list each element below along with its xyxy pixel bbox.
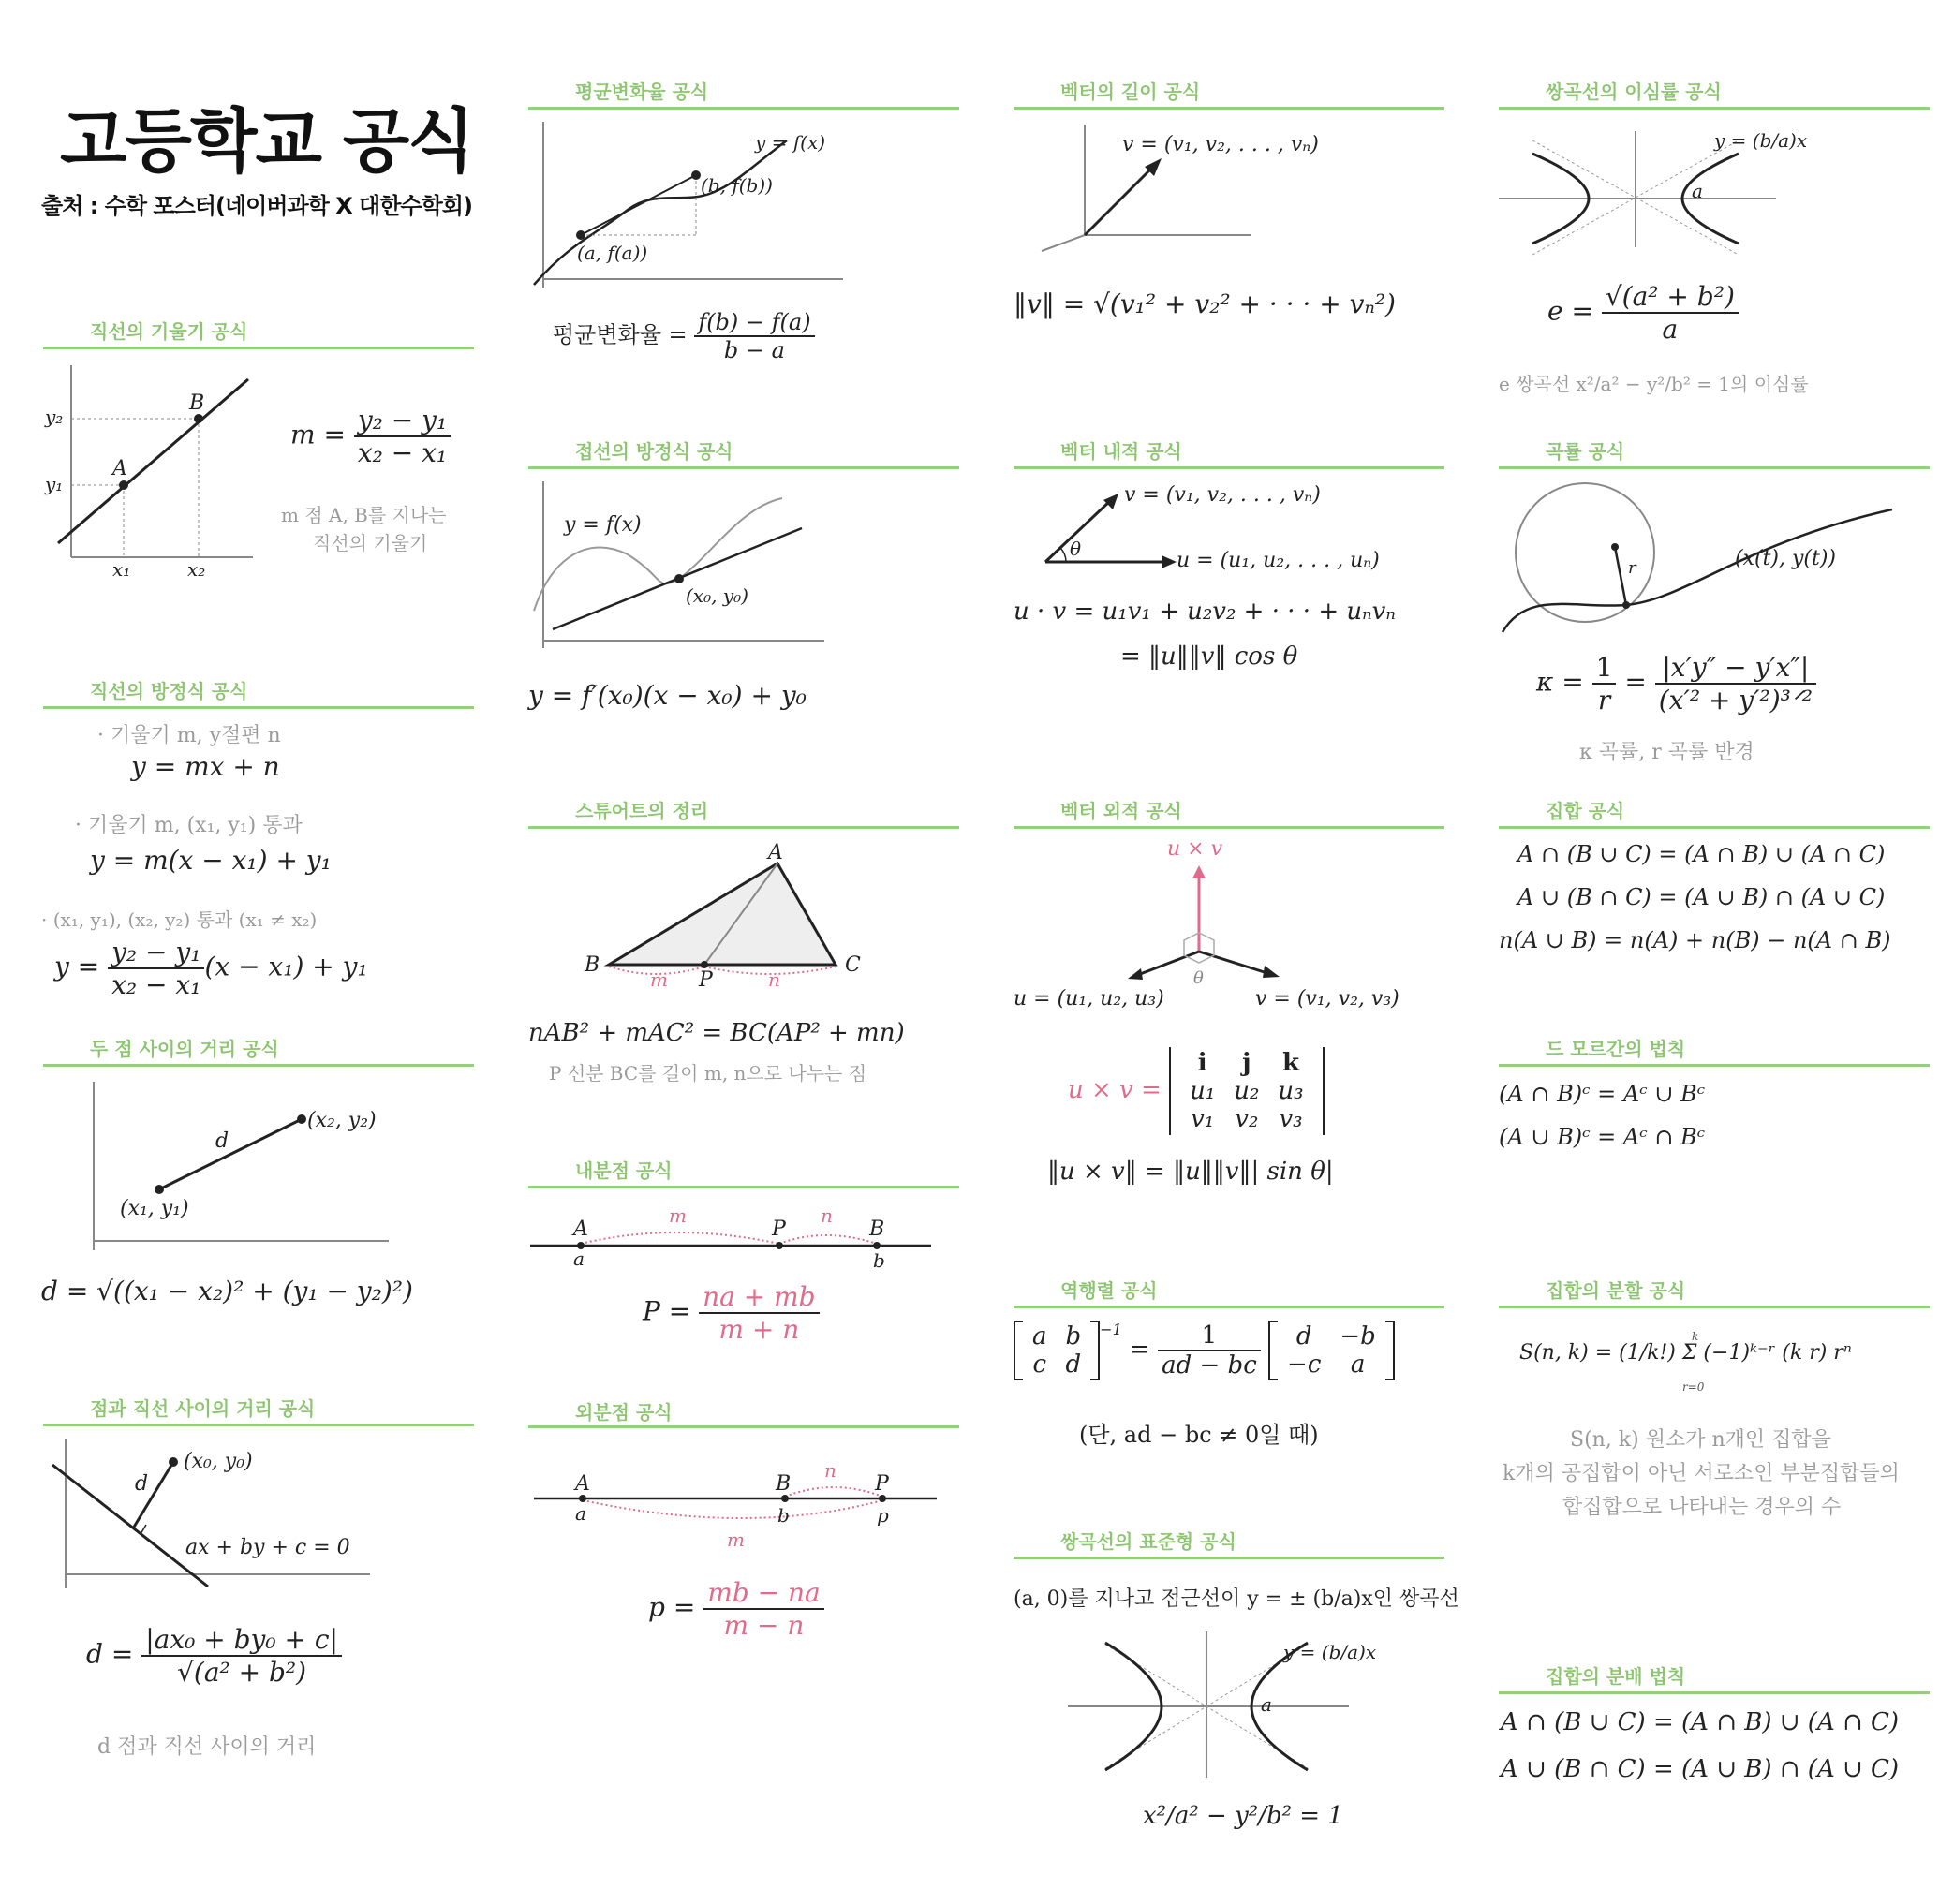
section-title-distributive: 집합의 분배 법칙: [1546, 1665, 1686, 1688]
cross-theta: θ: [1193, 968, 1204, 988]
eccentricity-den: a: [1662, 314, 1679, 345]
line-eq-bullet-2: · 기울기 m, (x₁, y₁) 통과: [75, 814, 303, 837]
external-left: p =: [648, 1591, 696, 1623]
distributive-formula-1: A ∩ (B ∪ C) = (A ∩ B) ∪ (A ∩ C): [1501, 1708, 1900, 1736]
distance-point-2: (x₂, y₂): [307, 1109, 377, 1132]
section-rule: [1499, 107, 1930, 110]
inverse-num: 1: [1158, 1321, 1261, 1351]
avg-rate-den: b − a: [723, 337, 785, 363]
external-p-lower: p: [877, 1504, 889, 1527]
section-title-vec-len: 벡터의 길이 공식: [1060, 81, 1201, 103]
external-n: n: [824, 1459, 836, 1482]
tangent-curve-label: y = f(x): [564, 513, 642, 537]
section-title-avg-rate: 평균변화율 공식: [575, 81, 709, 103]
point-line-point: (x₀, y₀): [184, 1450, 253, 1473]
section-rule: [43, 347, 474, 349]
stewart-n-label: n: [768, 968, 780, 991]
avg-rate-point-b: (b, f(b)): [701, 174, 773, 197]
hyper-std-a: a: [1261, 1693, 1272, 1716]
eccentricity-num: √(a² + b²): [1602, 281, 1739, 314]
inverse-note: (단, ad − bc ≠ 0일 때): [1079, 1422, 1319, 1448]
hyper-std-desc: (a, 0)를 지나고 점근선이 y = ± (b/a)x인 쌍곡선: [1014, 1587, 1459, 1611]
section-rule: [43, 1424, 474, 1426]
slope-y1-label: y₁: [45, 473, 64, 495]
line-eq-f3-left: y =: [54, 951, 100, 982]
matrix-cell: a: [1032, 1322, 1047, 1351]
line-eq-bullet-3: · (x₁, y₁), (x₂, y₂) 통과 (x₁ ≠ x₂): [41, 908, 318, 931]
section-title-curvature: 곡률 공식: [1546, 440, 1625, 463]
external-den: m − n: [723, 1610, 805, 1641]
cross-det-left: u × v =: [1068, 1076, 1162, 1104]
section-rule: [1014, 1306, 1444, 1308]
source-caption: 출처 : 수학 포스터(네이버과학 X 대한수학회): [41, 193, 472, 219]
avg-rate-formula: [553, 309, 815, 363]
section-rule: [1499, 466, 1930, 469]
inverse-formula: [1014, 1321, 1395, 1380]
point-line-num: |ax₀ + by₀ + c|: [141, 1624, 342, 1657]
hyper-std-asymptote: y = (b/a)x: [1283, 1641, 1377, 1663]
cross-u-label: u = (u₁, u₂, u₃): [1014, 987, 1164, 1011]
matrix-cell: −c: [1287, 1351, 1322, 1379]
line-eq-f3-den: x₂ − x₁: [111, 969, 201, 1000]
partition-sum-top: k: [1692, 1330, 1699, 1343]
section-title-sets: 집합 공식: [1546, 800, 1625, 822]
slope-formula-left: m =: [290, 419, 346, 450]
section-title-tangent: 접선의 방정식 공식: [575, 440, 733, 463]
inverse-den: ad − bc: [1162, 1351, 1257, 1380]
inverse-exponent: −1: [1100, 1321, 1122, 1338]
det-cell: j: [1242, 1049, 1251, 1077]
slope-note-2: 직선의 기울기: [313, 532, 428, 554]
cross-uxv-label: u × v: [1167, 837, 1223, 861]
external-a-upper: A: [575, 1472, 590, 1496]
stewart-formula: nAB² + mAC² = BC(AP² + mn): [528, 1019, 905, 1047]
dot-u-label: u = (u₁, u₂, . . . , uₙ): [1177, 549, 1380, 572]
tangent-formula: y = f′(x₀)(x − x₀) + y₀: [528, 680, 807, 711]
slope-formula: [290, 405, 451, 468]
matrix-cell: d: [1295, 1322, 1312, 1351]
external-formula: [648, 1577, 824, 1641]
slope-x1-label: x₁: [112, 558, 131, 581]
section-rule: [1014, 107, 1444, 110]
distance-point-1: (x₁, y₁): [120, 1197, 189, 1220]
section-rule: [528, 107, 959, 110]
external-num: mb − na: [703, 1577, 823, 1610]
section-rule: [528, 1186, 959, 1188]
eccentricity-asymptote: y = (b/a)x: [1714, 129, 1808, 152]
dot-formula-1: u · v = u₁v₁ + u₂v₂ + · · · + uₙvₙ: [1014, 598, 1396, 626]
partition-sum-bottom: r=0: [1682, 1380, 1705, 1394]
tangent-point-label: (x₀, y₀): [686, 584, 748, 607]
external-p-upper: P: [875, 1472, 889, 1496]
slope-point-a: A: [112, 457, 127, 480]
curvature-n1: 1: [1592, 652, 1617, 685]
cross-determinant: [1068, 1047, 1325, 1135]
external-m: m: [727, 1528, 745, 1551]
curvature-left: κ =: [1536, 666, 1584, 698]
point-line-note: d 점과 직선 사이의 거리: [97, 1735, 317, 1759]
cross-norm-formula: ‖u × v‖ = ‖u‖‖v‖| sin θ|: [1047, 1158, 1334, 1186]
hyper-std-formula: x²/a² − y²/b² = 1: [1143, 1802, 1343, 1830]
partition-formula: S(n, k) = (1/k!) Σ (−1)ᵏ⁻ʳ (k r) rⁿ: [1519, 1341, 1852, 1365]
demorgan-formula-1: (A ∩ B)ᶜ = Aᶜ ∪ Bᶜ: [1499, 1081, 1706, 1107]
section-title-cross: 벡터 외적 공식: [1060, 800, 1182, 822]
slope-point-b: B: [189, 391, 205, 415]
internal-b-lower: b: [873, 1249, 885, 1272]
section-rule: [1014, 1557, 1444, 1559]
external-b-lower: b: [777, 1504, 790, 1527]
partition-note-1: S(n, k) 원소가 n개인 집합을: [1570, 1428, 1831, 1452]
dot-theta: θ: [1070, 538, 1082, 560]
matrix-cell: a: [1350, 1351, 1366, 1379]
internal-a-upper: A: [573, 1218, 588, 1241]
section-rule: [1499, 1691, 1930, 1694]
stewart-diagram: [581, 843, 862, 993]
slope-diagram: [37, 361, 262, 585]
section-rule: [1499, 826, 1930, 829]
slope-y2-label: y₂: [45, 406, 64, 428]
section-title-dot: 벡터 내적 공식: [1060, 440, 1182, 463]
curvature-den: (x′² + y′²)³ᐟ²: [1658, 685, 1813, 716]
demorgan-formula-2: (A ∪ B)ᶜ = Aᶜ ∩ Bᶜ: [1499, 1124, 1706, 1150]
section-title-partition: 집합의 분할 공식: [1546, 1279, 1686, 1302]
section-rule: [1499, 1306, 1930, 1308]
section-rule: [43, 1064, 474, 1067]
matrix-cell: c: [1032, 1351, 1047, 1379]
avg-rate-curve-label: y = f(x): [755, 131, 826, 154]
slope-x2-label: x₂: [187, 558, 206, 581]
curvature-num: |x′y″ − y′x″|: [1655, 652, 1816, 685]
sets-formula-1: A ∩ (B ∪ C) = (A ∩ B) ∪ (A ∩ C): [1517, 841, 1886, 867]
partition-note-2: k개의 공집합이 아닌 서로소인 부분집합들의: [1503, 1462, 1900, 1485]
det-cell: v₃: [1279, 1105, 1303, 1133]
section-title-demorgan: 드 모르간의 법칙: [1546, 1038, 1686, 1060]
section-title-point-line: 점과 직선 사이의 거리 공식: [90, 1397, 316, 1420]
stewart-m-label: m: [650, 968, 668, 991]
section-rule: [528, 1425, 959, 1428]
sets-formula-2: A ∪ (B ∩ C) = (A ∪ B) ∩ (A ∪ C): [1517, 884, 1886, 910]
internal-den: m + n: [718, 1314, 800, 1345]
stewart-vertex-b: B: [585, 953, 600, 977]
section-rule: [1014, 466, 1444, 469]
point-line-d-label: d: [135, 1472, 149, 1496]
matrix-cell: b: [1065, 1322, 1082, 1351]
matrix-cell: d: [1065, 1351, 1082, 1379]
line-eq-formula-3: [54, 937, 368, 1000]
section-title-internal: 내분점 공식: [575, 1159, 673, 1182]
distance-formula: d = √((x₁ − x₂)² + (y₁ − y₂)²): [41, 1276, 413, 1306]
section-rule: [1499, 1064, 1930, 1067]
section-title-eccentricity: 쌍곡선의 이심률 공식: [1546, 81, 1722, 103]
point-line-equation: ax + by + c = 0: [185, 1536, 350, 1559]
det-cell: i: [1197, 1049, 1207, 1077]
section-title-hyper-std: 쌍곡선의 표준형 공식: [1060, 1530, 1236, 1553]
det-cell: u₃: [1278, 1077, 1304, 1105]
tangent-diagram: [525, 480, 843, 657]
det-cell: v₂: [1235, 1105, 1259, 1133]
section-title-slope: 직선의 기울기 공식: [90, 320, 248, 343]
slope-note-1: m 점 A, B를 지나는: [281, 504, 447, 526]
slope-formula-num: y₂ − y₁: [354, 405, 451, 437]
distance-diagram: [75, 1077, 393, 1255]
matrix-cell: −b: [1340, 1322, 1376, 1351]
section-title-inverse: 역행렬 공식: [1060, 1279, 1158, 1302]
curvature-note: κ 곡률, r 곡률 반경: [1579, 741, 1754, 764]
dot-v-label: v = (v₁, v₂, . . . , vₙ): [1124, 483, 1321, 507]
avg-rate-point-a: (a, f(a)): [577, 242, 648, 264]
curvature-r-label: r: [1628, 558, 1636, 578]
stewart-vertex-c: C: [845, 953, 861, 977]
internal-a-lower: a: [573, 1247, 585, 1270]
eccentricity-left: e =: [1547, 295, 1593, 327]
internal-m: m: [669, 1204, 687, 1227]
partition-note-3: 합집합으로 나타내는 경우의 수: [1562, 1496, 1842, 1519]
external-a-lower: a: [575, 1502, 586, 1525]
stewart-point-p: P: [699, 968, 713, 992]
slope-formula-den: x₂ − x₁: [357, 437, 448, 468]
page-title: 고등학교 공식: [60, 101, 473, 182]
external-b-upper: B: [776, 1472, 792, 1496]
cross-v-label: v = (v₁, v₂, v₃): [1255, 987, 1399, 1011]
det-cell: u₁: [1190, 1077, 1216, 1105]
distance-d-label: d: [215, 1129, 229, 1153]
stewart-vertex-a: A: [768, 841, 783, 864]
line-eq-f3-right: (x − x₁) + y₁: [204, 951, 368, 982]
eccentricity-a: a: [1692, 180, 1703, 202]
vec-len-formula: ‖v‖ = √(v₁² + v₂² + · · · + vₙ²): [1014, 288, 1396, 319]
point-line-formula: [86, 1624, 342, 1688]
eccentricity-note: e 쌍곡선 x²/a² − y²/b² = 1의 이심률: [1499, 373, 1809, 395]
section-rule: [1014, 826, 1444, 829]
internal-formula: [643, 1281, 820, 1345]
avg-rate-num: f(b) − f(a): [694, 309, 814, 337]
avg-rate-left: 평균변화율 =: [553, 321, 688, 348]
section-title-distance: 두 점 사이의 거리 공식: [90, 1038, 279, 1060]
inverse-eq: =: [1130, 1336, 1150, 1364]
section-rule: [528, 826, 959, 829]
eccentricity-formula: [1547, 281, 1739, 345]
internal-left: P =: [643, 1295, 691, 1327]
section-rule: [528, 466, 959, 469]
cross-diagram: [1115, 862, 1302, 983]
curvature-point-label: (x(t), y(t)): [1735, 547, 1837, 570]
det-cell: u₂: [1234, 1077, 1260, 1105]
curvature-formula: [1536, 652, 1816, 716]
sets-formula-3: n(A ∪ B) = n(A) + n(B) − n(A ∩ B): [1499, 927, 1891, 953]
section-title-external: 외분점 공식: [575, 1401, 673, 1424]
vec-len-v-label: v = (v₁, v₂, . . . , vₙ): [1122, 133, 1319, 156]
line-eq-bullet-1: · 기울기 m, y절편 n: [97, 724, 281, 747]
stewart-note: P 선분 BC를 길이 m, n으로 나누는 점: [549, 1062, 867, 1085]
curvature-d1: r: [1597, 685, 1611, 716]
line-eq-f3-num: y₂ − y₁: [108, 937, 204, 969]
dot-formula-2: = ‖u‖‖v‖ cos θ: [1120, 642, 1298, 671]
det-cell: k: [1282, 1049, 1300, 1077]
distributive-formula-2: A ∪ (B ∩ C) = (A ∪ B) ∩ (A ∪ C): [1501, 1755, 1900, 1783]
point-line-left: d =: [86, 1638, 134, 1670]
internal-b-upper: B: [869, 1218, 885, 1241]
line-eq-formula-1: y = mx + n: [131, 751, 280, 782]
curvature-eq: =: [1624, 666, 1647, 698]
section-rule: [43, 706, 474, 709]
section-title-line-eq: 직선의 방정식 공식: [90, 680, 248, 702]
internal-p: P: [772, 1218, 786, 1241]
curvature-diagram: [1499, 478, 1911, 646]
internal-num: na + mb: [699, 1281, 819, 1314]
line-eq-formula-2: y = m(x − x₁) + y₁: [90, 845, 332, 876]
internal-n: n: [821, 1204, 833, 1227]
section-title-stewart: 스튜어트의 정리: [575, 800, 709, 822]
point-line-den: √(a² + b²): [177, 1657, 307, 1688]
det-cell: v₁: [1191, 1105, 1215, 1133]
